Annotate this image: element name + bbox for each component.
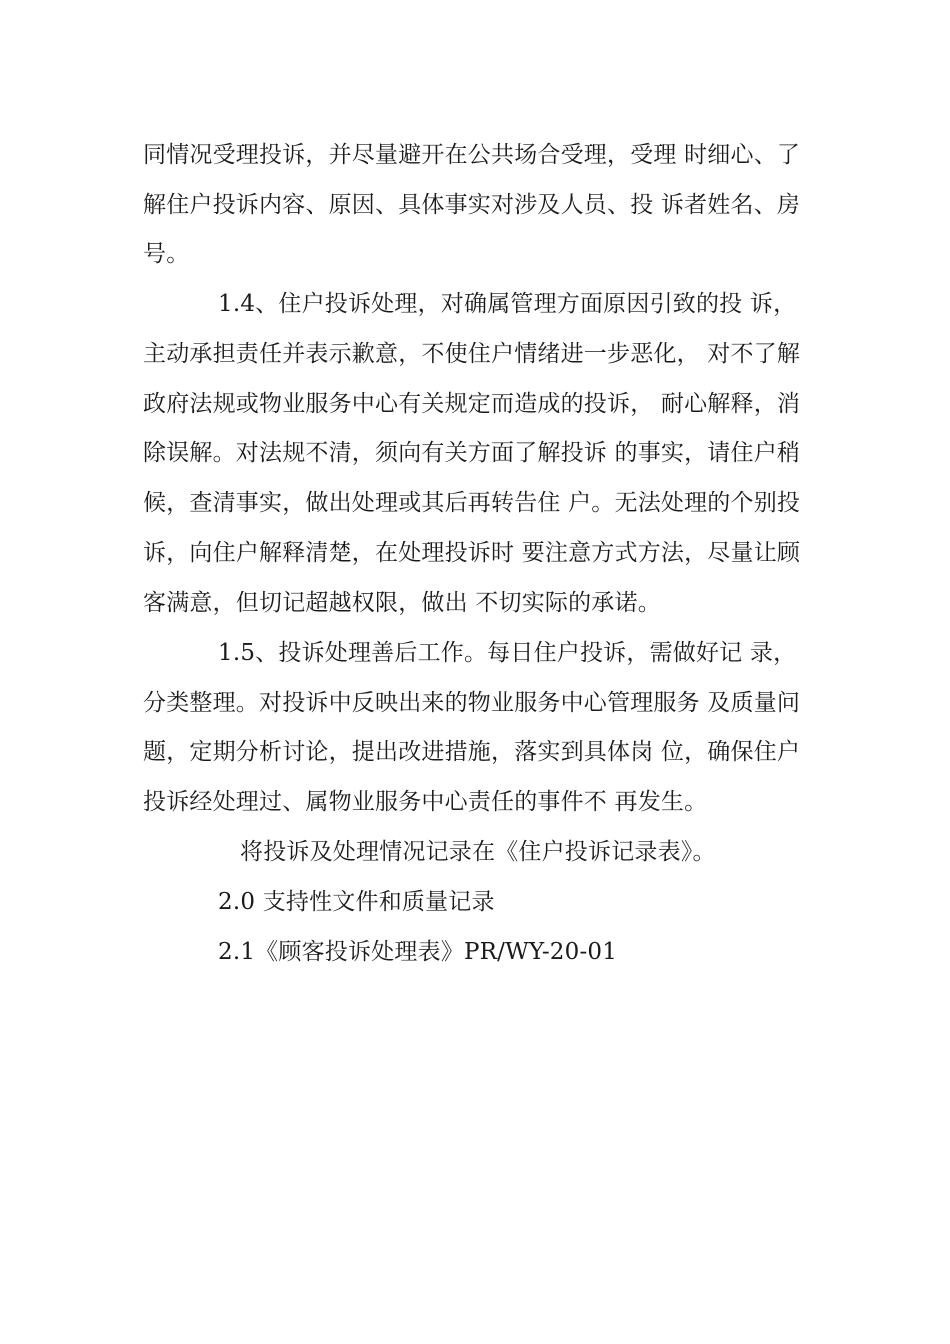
paragraph-line-12: 分类整理。对投诉中反映出来的物业服务中心管理服务 及质量问 xyxy=(143,690,801,716)
record-note-line: 将投诉及处理情况记录在《住户投诉记录表》。 xyxy=(240,839,716,865)
section-1-4-heading-line: 1.4、住户投诉处理，对确属管理方面原因引致的投 诉， xyxy=(218,291,797,317)
section-2-0-heading: 2.0 支持性文件和质量记录 xyxy=(218,889,495,915)
paragraph-line-1: 同情况受理投诉，并尽量避开在公共场合受理，受理 时细心、了 xyxy=(143,142,801,168)
paragraph-line-2: 解住户投诉内容、原因、具体事实对涉及人员、投 诉者姓名、房 xyxy=(143,192,801,218)
paragraph-line-9: 诉，向住户解释清楚，在处理投诉时 要注意方式方法，尽量让顾 xyxy=(143,540,801,566)
paragraph-line-3: 号。 xyxy=(143,241,190,267)
paragraph-line-10: 客满意，但切记超越权限，做出 不切实际的承诺。 xyxy=(143,590,661,616)
paragraph-line-14: 投诉经处理过、属物业服务中心责任的事件不 再发生。 xyxy=(143,789,708,815)
paragraph-line-6: 政府法规或物业服务中心有关规定而造成的投诉， 耐心解释，消 xyxy=(143,391,801,417)
section-2-1-item: 2.1《顾客投诉处理表》PR/WY-20-01 xyxy=(218,939,618,965)
paragraph-line-7: 除误解。对法规不清，须向有关方面了解投诉 的事实，请住户稍 xyxy=(143,440,801,466)
section-1-5-heading-line: 1.5、投诉处理善后工作。每日住户投诉，需做好记 录， xyxy=(218,640,797,666)
paragraph-line-13: 题，定期分析讨论，提出改进措施，落实到具体岗 位，确保住户 xyxy=(143,739,801,765)
paragraph-line-5: 主动承担责任并表示歉意，不使住户情绪进一步恶化， 对不了解 xyxy=(143,341,801,367)
paragraph-line-8: 候，查清事实，做出处理或其后再转告住 户。无法处理的个别投 xyxy=(143,490,801,516)
